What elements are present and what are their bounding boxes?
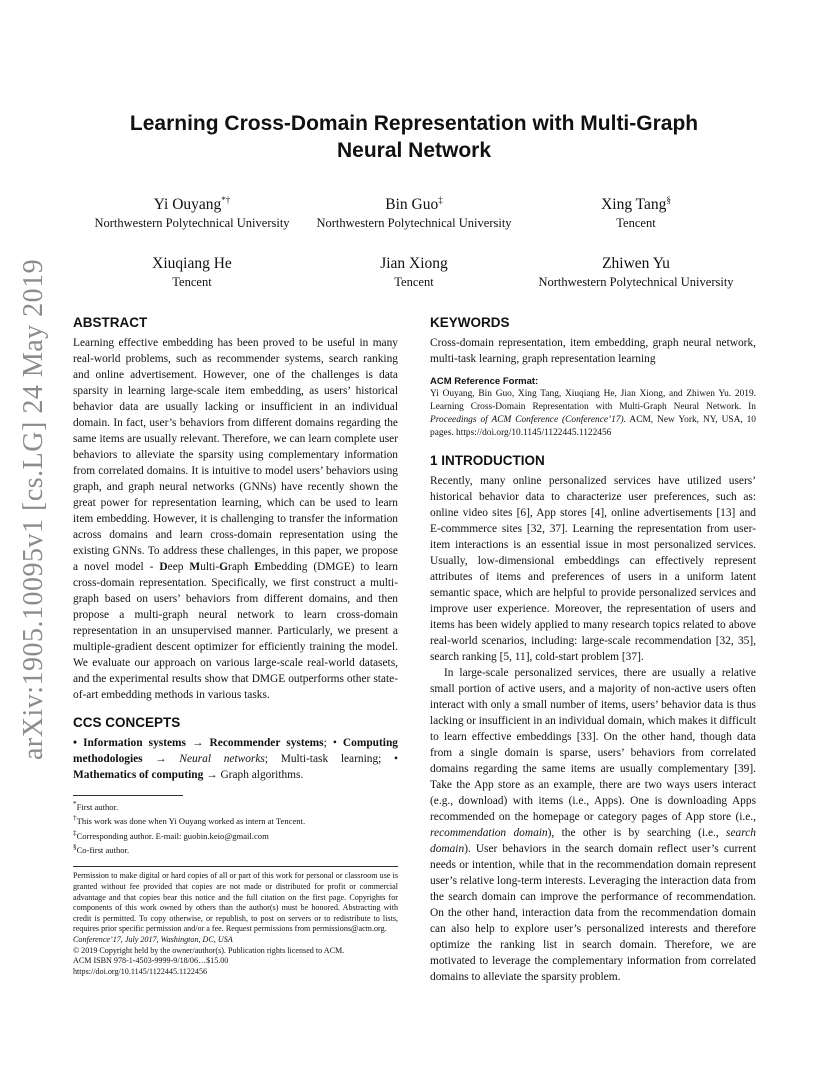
author-affiliation: Tencent bbox=[616, 216, 656, 231]
copyright-line: © 2019 Copyright held by the owner/author(s). Publication rights licensed to ACM. bbox=[73, 945, 345, 955]
author-block bbox=[299, 254, 529, 290]
author-block bbox=[521, 190, 751, 231]
author-affiliation: Northwestern Polytechnical University bbox=[316, 216, 512, 231]
author-name: Bin Guo bbox=[385, 196, 439, 214]
author-marks: *† bbox=[221, 195, 231, 205]
footnote: ‡Corresponding author. E-mail: guobin.keio@gmail.com bbox=[73, 828, 269, 841]
conference-line: Conference’17, July 2017, Washington, DC, USA bbox=[73, 935, 233, 944]
author-affiliation: Northwestern Polytechnical University bbox=[538, 275, 734, 289]
author-block bbox=[299, 190, 529, 231]
abstract-text: Learning effective embedding has been proved to be useful in many real-world problems, such as recommender systems, search ranking and online advertisement. However, one of the challenges is data sparsity in learning large-scale item embedding, as users’ historical behavior data are usually lacking or insufficient in an individual domain. In fact, user’s behaviors from different domains regarding the same items are usually relevant. Therefore, we can learn complete user behaviors to alleviate the sparsity using complementary information from correlated domains. It is intuitive to model users’ behaviors using graph, and graph neural networks (GNNs) have recently shown the great power for representation learning, which can be used to learn item embedding. However, it is challenging to transfer the information across domains and learn cross-domain representation using the existing GNNs. To address these challenges, in this paper, we propose a novel model - Deep Multi-Graph Embedding (DMGE) to learn cross-domain representation. Specifically, we first construct a multi-graph based on users’ behaviors from different domains, and then propose a multi-graph neural network to learn cross-domain representation in an unsupervised manner. Particularly, we present a multiple-gradient descent optimizer for efficiently training the model. We evaluate our approach on various large-scale real-world datasets, and the experimental results show that DMGE outperforms other state-of-art embedding methods in various tasks. bbox=[73, 337, 398, 701]
footnote: †This work was done when Yi Ouyang worked as intern at Tencent. bbox=[73, 814, 306, 827]
author-block bbox=[77, 254, 307, 290]
intro-paragraph: In large-scale personalized services, there are usually a relative small portion of active users, and a majority of non-active users often interact with only a small number of items, users’ behavior data is thus lacking or insufficient in an individual domain, which makes it difficult to learn effective embeddings [33]. On the other hand, though data from a single domain is sparse, users’ behaviors from correlated domains regarding the same items are usually complementary [39]. Take the App store as an example, there are two ways users interact (e.g., download) with items (i.e., Apps). One is downloading Apps recommended on the homepage or category pages of App store (i.e., recommendation domain), the other is by searching (i.e., search domain). User behaviors in the search domain reflect user’s current needs or intention, while that in the recommendation domain represent user’s relative long-term interests. Leveraging the interaction data from the search domain can improve the performance of recommendation. On the other hand, interaction data from the recommendation domain can also help to explore user’s personalized interests and therefore optimize the ranking list in search domain. Therefore, we are motivated to leverage the complementary information from correlated domains to alleviate the sparsity problem. bbox=[430, 667, 756, 983]
right-column bbox=[430, 314, 756, 985]
doi-line: https://doi.org/10.1145/1122445.1122456 bbox=[73, 966, 208, 976]
footnote: *First author. bbox=[73, 800, 119, 812]
author-affiliation: Northwestern Polytechnical University bbox=[94, 216, 290, 231]
footnote-rule bbox=[73, 795, 183, 796]
author-name: Xiuqiang He bbox=[152, 255, 232, 272]
intro-heading: 1 INTRODUCTION bbox=[430, 453, 545, 468]
author-name: Zhiwen Yu bbox=[602, 255, 670, 272]
arxiv-stamp: arXiv:1905.10095v1 [cs.LG] 24 May 2019 bbox=[18, 258, 49, 760]
acm-ref-heading: ACM Reference Format: bbox=[430, 376, 539, 387]
author-name: Jian Xiong bbox=[380, 255, 448, 272]
paper-title: Learning Cross-Domain Representation with Multi-Graph Neural Network bbox=[129, 112, 699, 162]
abstract-heading: ABSTRACT bbox=[73, 315, 148, 330]
author-marks: § bbox=[666, 195, 671, 205]
intro-paragraph: Recently, many online personalized services have utilized users’ historical behavior data to characterize user preferences, such as: online video sites [6], App stores [4], online advertisements [13] and E-commmerce sites [32, 37]. Learning the representation from user-item interactions is an essential issue in most personalized services. Usually, low-dimensional embeddings can effectively represent attributes of items and preferences of users in a uniform latent semantic space, which are helpful to provide personalized services and improve user experience. Moreover, the representation of users and items has been widely applied to many research topics related to above real-world scenarios, including: large-scale recommendation [32, 35], search ranking [5, 11], cold-start problem [37]. bbox=[430, 475, 756, 663]
permission-rule bbox=[73, 866, 398, 867]
author-name: Xing Tang bbox=[601, 196, 667, 214]
footnotes bbox=[73, 799, 398, 856]
ccs-heading: CCS CONCEPTS bbox=[73, 715, 181, 730]
author-name: Yi Ouyang bbox=[153, 196, 222, 214]
author-affiliation: Tencent bbox=[172, 275, 212, 289]
permission-block bbox=[73, 871, 398, 977]
acm-ref-text: Yi Ouyang, Bin Guo, Xing Tang, Xiuqiang He, Jian Xiong, and Zhiwen Yu. 2019. Learning Cross-Domain Representation with Multi-Graph Neural Network. In Proceedings of ACM Conference (Conference’17). ACM, New York, NY, USA, 10 pages. https://doi.org/10.1145/1122445.1122456 bbox=[430, 389, 756, 438]
ccs-concepts: • Information systems → Recommender systems; • Computing methodologies → Neural networks; Multi-task learning; • Mathematics of computing → Graph algorithms. bbox=[73, 737, 398, 781]
author-marks: ‡ bbox=[438, 195, 443, 205]
footnote: §Co-first author. bbox=[73, 843, 130, 855]
keywords-text: Cross-domain representation, item embedding, graph neural network, multi-task learning, graph representation learning bbox=[430, 337, 756, 365]
author-affiliation: Tencent bbox=[394, 275, 434, 289]
left-column bbox=[73, 314, 398, 977]
isbn-line: ACM ISBN 978-1-4503-9999-9/18/06…$15.00 bbox=[73, 956, 229, 966]
permission-text: Permission to make digital or hard copies of all or part of this work for personal or classroom use is granted without fee provided that copies are not made or distributed for profit or commercial advantage and that copies bear this notice and the full citation on the first page. Copyrights for components of this work owned by others than the author(s) must be honored. Abstracting with credit is permitted. To copy otherwise, or republish, to post on servers or to redistribute to lists, requires prior specific permission and/or a fee. Request permissions from permissions@acm.org. bbox=[73, 871, 398, 934]
author-block bbox=[77, 190, 307, 231]
keywords-heading: KEYWORDS bbox=[430, 315, 510, 330]
author-block bbox=[521, 254, 751, 290]
